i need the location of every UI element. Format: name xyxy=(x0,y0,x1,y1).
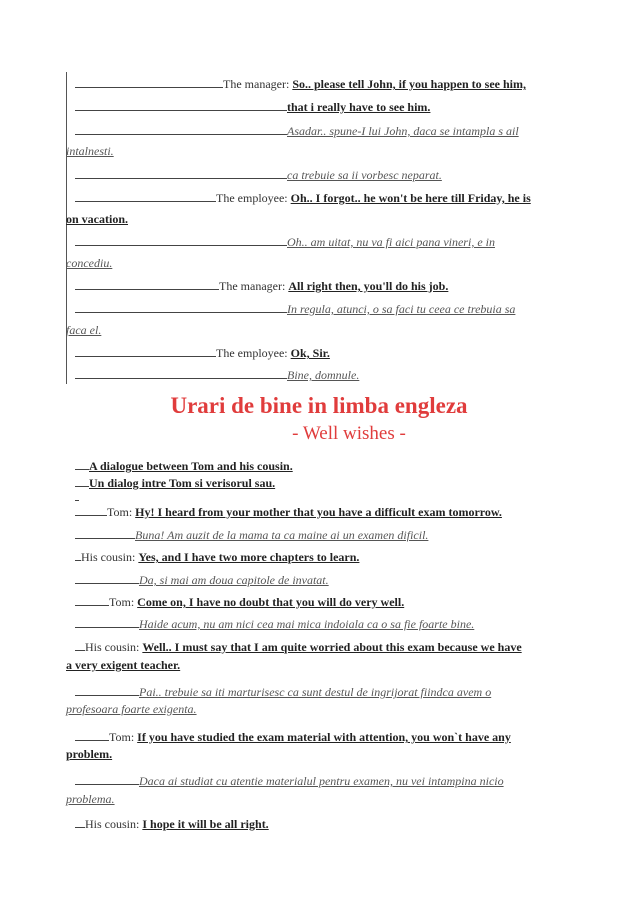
english-text-continued: problem. xyxy=(66,747,113,761)
dialogue-line xyxy=(75,120,565,140)
english-text-continued: a very exigent teacher. xyxy=(66,658,181,672)
section-title: Urari de bine in limba engleza xyxy=(170,393,468,418)
blank-underline xyxy=(75,472,89,487)
blank-underline xyxy=(75,770,139,785)
dialogue-line xyxy=(75,813,269,833)
romanian-text: Da, si mai am doua capitole de invatat. xyxy=(139,573,329,587)
blank-underline xyxy=(75,681,139,696)
romanian-text: Asadar.. spune-I lui John, daca se intampla s ail xyxy=(287,124,519,138)
english-text: I hope it will be all right. xyxy=(142,817,269,831)
romanian-text: Oh.. am uitat, nu va fi aici pana vineri, e in xyxy=(287,235,495,249)
blank-underline xyxy=(75,96,287,111)
speaker-label: Tom: xyxy=(107,505,133,519)
english-text: Well.. I must say that I am quite worried about this exam because we have xyxy=(142,640,522,654)
romanian-text-continued: concediu. xyxy=(66,256,113,270)
section-subtitle: - Well wishes - xyxy=(292,423,406,444)
speaker-label: The manager: xyxy=(219,279,286,293)
dialogue-line xyxy=(75,726,511,746)
blank-underline xyxy=(75,275,219,290)
romanian-text: ca trebuie sa ii vorbesc neparat. xyxy=(287,168,442,182)
intro-english-text: A dialogue between Tom and his cousin. xyxy=(89,459,293,473)
blank-underline xyxy=(75,164,287,179)
romanian-text: Daca ai studiat cu atentie materialul pentru examen, nu vei intampina nicio xyxy=(139,774,504,788)
romanian-text: Buna! Am auzit de la mama ta ca maine ai un examen dificil. xyxy=(135,528,429,542)
dialogue-line xyxy=(75,96,565,116)
english-text: Come on, I have no doubt that you will do very well. xyxy=(137,595,405,609)
blank-underline xyxy=(75,364,287,379)
speaker-label: His cousin: xyxy=(85,640,140,654)
blank-underline xyxy=(75,524,135,539)
blank-underline xyxy=(75,501,107,516)
english-text: All right then, you'll do his job. xyxy=(288,279,449,293)
dialogue-line xyxy=(75,770,504,790)
blank-underline xyxy=(75,231,287,246)
english-text: Ok, Sir. xyxy=(290,346,330,360)
english-text: Yes, and I have two more chapters to learn. xyxy=(138,550,360,564)
english-text: Hy! I heard from your mother that you have a difficult exam tomorrow. xyxy=(135,505,502,519)
blank-underline xyxy=(75,187,216,202)
speaker-label: The manager: xyxy=(223,77,290,91)
english-text-continued: on vacation. xyxy=(66,212,129,226)
blank-underline xyxy=(75,486,79,501)
dialogue-line xyxy=(75,591,404,611)
speaker-label: His cousin: xyxy=(85,817,140,831)
english-text: Oh.. I forgot.. he won't be here till Friday, he is xyxy=(290,191,531,205)
speaker-label: The employee: xyxy=(216,346,288,360)
dialogue-line xyxy=(75,164,565,184)
english-text: that i really have to see him. xyxy=(287,100,431,114)
blank-underline xyxy=(75,591,109,606)
dialogue-line xyxy=(75,342,565,362)
blank-underline xyxy=(75,636,85,651)
english-text: So.. please tell John, if you happen to see him, xyxy=(292,77,527,91)
romanian-text-continued: profesoara foarte exigenta. xyxy=(66,702,197,716)
romanian-text: Haide acum, nu am nici cea mai mica indoiala ca o sa fie foarte bine. xyxy=(139,617,475,631)
dialogue-line xyxy=(75,569,329,589)
dialogue-line xyxy=(75,501,502,521)
dialogue-line xyxy=(75,73,565,93)
dialogue-line xyxy=(75,613,474,633)
intro-romanian-text: Un dialog intre Tom si verisorul sau. xyxy=(89,476,276,490)
blank-underline xyxy=(75,120,287,135)
dialogue-line xyxy=(75,187,565,207)
romanian-text: Bine, domnule. xyxy=(287,368,360,382)
blank-underline xyxy=(75,726,109,741)
blank-underline xyxy=(75,342,216,357)
dialogue-line xyxy=(75,275,565,295)
romanian-text-continued: faca el. xyxy=(66,323,102,337)
romanian-text: In regula, atunci, o sa faci tu ceea ce trebuia sa xyxy=(287,302,516,316)
dialogue-line xyxy=(75,364,565,384)
blank-underline xyxy=(75,613,139,628)
dialogue-line xyxy=(75,681,491,701)
romanian-text-continued: problema. xyxy=(66,792,115,806)
romanian-text-continued: intalnesti. xyxy=(66,144,114,158)
romanian-text: Pai.. trebuie sa iti marturisesc ca sunt destul de ingrijorat fiindca avem o xyxy=(139,685,492,699)
speaker-label: His cousin: xyxy=(81,550,136,564)
blank-underline xyxy=(75,298,287,313)
blank-underline xyxy=(75,73,223,88)
dialogue-line xyxy=(75,298,565,318)
blank-underline xyxy=(75,455,89,470)
speaker-label: Tom: xyxy=(109,730,135,744)
dialogue-line xyxy=(75,546,359,566)
dialogue-line xyxy=(75,524,428,544)
english-text: If you have studied the exam material with attention, you won`t have any xyxy=(137,730,511,744)
blank-underline xyxy=(75,813,85,828)
dialogue-line xyxy=(75,636,522,656)
blank-underline xyxy=(75,569,139,584)
speaker-label: Tom: xyxy=(109,595,135,609)
intro-romanian xyxy=(75,472,275,492)
dialogue-line xyxy=(75,231,565,251)
speaker-label: The employee: xyxy=(216,191,288,205)
